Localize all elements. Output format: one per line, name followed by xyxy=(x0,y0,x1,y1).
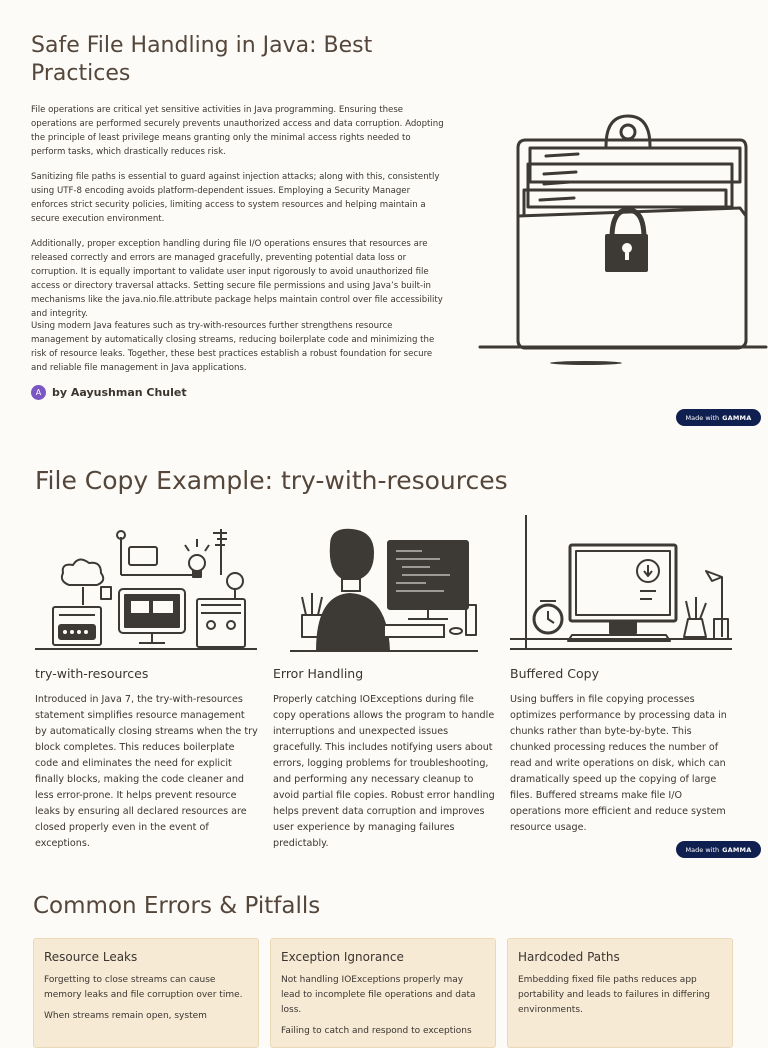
column-error-handling xyxy=(273,666,497,852)
card-exception-ignorance xyxy=(270,938,496,1048)
intro-paragraph-1: File operations are critical yet sensitive activities in Java programming. Ensuring these operations are performed securely prevents unauthorized access and data corruption. Adopting the principle of least privilege means granting only the minimal access rights needed to perform tasks, which drastically reduces risk. xyxy=(31,105,444,157)
card-text: Failing to catch and respond to exceptions xyxy=(281,1026,472,1036)
column-text: Using buffers in file copying processes optimizes performance by processing data in chunks rather than byte-by-byte. This chunked processing reduces the number of read and write operations on disk, which can dramatically speed up the copying of large files. Buffered streams make file I/O operations more efficient and reduce system resource usage. xyxy=(510,694,727,833)
page-title: Safe File Handling in Java: Best Practices xyxy=(31,33,373,86)
column-text: Introduced in Java 7, the try-with-resources statement simplifies resource management by automatically closing streams when the try block completes. This reduces boilerplate code and eliminates the need for explicit finally blocks, making the code cleaner and less error-prone. It helps prevent resource leaks by ensuring all declared resources are closed properly even in the event of exceptions. xyxy=(35,694,258,849)
badge-prefix: Made with xyxy=(685,845,720,854)
intro-paragraph-3: Additionally, proper exception handling during file I/O operations ensures that resources are released correctly and errors are managed gracefully, preventing potential data loss or corruption. It is equally important to validate user input rigorously to avoid unauthorized file access or directory traversal attacks. Setting secure file permissions and using Java’s built-in mechanisms like the java.nio.file.attribute package helps maintain control over file accessibility and integrity. xyxy=(31,239,443,319)
section-title-common-errors: Common Errors & Pitfalls xyxy=(33,893,321,919)
card-text: Embedding fixed file paths reduces app portability and leads to failures in differing environments. xyxy=(518,975,711,1015)
card-resource-leaks xyxy=(33,938,259,1048)
card-hardcoded-paths xyxy=(507,938,733,1048)
author-byline xyxy=(31,385,187,400)
author-name: by Aayushman Chulet xyxy=(52,386,187,399)
column-buffered-copy xyxy=(510,666,734,836)
machines-illustration xyxy=(35,515,259,655)
badge-brand: GAMMA xyxy=(722,845,752,854)
section-title-file-copy: File Copy Example: try-with-resources xyxy=(35,466,508,495)
column-heading: Buffered Copy xyxy=(510,666,599,681)
desk-illustration xyxy=(510,515,734,655)
avatar: A xyxy=(31,385,46,400)
developer-illustration xyxy=(290,515,480,655)
secure-folder-illustration xyxy=(478,112,768,370)
intro-paragraph-2: Sanitizing file paths is essential to guard against injection attacks; along with this, consistently using UTF-8 encoding avoids platform-dependent issues. Employing a Security Manager enforces strict security policies, limiting access to system resources and helping maintain a secure execution environment. xyxy=(31,172,440,224)
column-try-with-resources xyxy=(35,666,259,852)
made-with-gamma-badge[interactable] xyxy=(676,409,761,426)
badge-prefix: Made with xyxy=(685,413,720,422)
card-text: Not handling IOExceptions properly may lead to incomplete file operations and data loss. xyxy=(281,975,476,1015)
column-heading: Error Handling xyxy=(273,666,364,681)
made-with-gamma-badge-2[interactable] xyxy=(676,841,761,858)
card-heading: Hardcoded Paths xyxy=(518,950,620,964)
card-heading: Exception Ignorance xyxy=(281,950,404,964)
card-text: When streams remain open, system xyxy=(44,1011,207,1021)
card-heading: Resource Leaks xyxy=(44,950,138,964)
column-heading: try-with-resources xyxy=(35,666,149,681)
card-text: Forgetting to close streams can cause memory leaks and file corruption over time. xyxy=(44,975,243,1000)
intro-paragraph-4: Using modern Java features such as try-with-resources further strengthens resource management by automatically closing streams, reducing boilerplate code and minimizing the risk of resource leaks. Together, these best practices establish a robust foundation for secure and reliable file management in Java applications. xyxy=(31,321,435,373)
badge-brand: GAMMA xyxy=(722,413,752,422)
column-text: Properly catching IOExceptions during file copy operations allows the program to handle interruptions and unexpected issues gracefully. This includes notifying users about errors, logging problems for troubleshooting, and performing any necessary cleanup to avoid partial file copies. Robust error handling helps prevent data corruption and improves user experience by managing failures predictably. xyxy=(273,694,495,849)
